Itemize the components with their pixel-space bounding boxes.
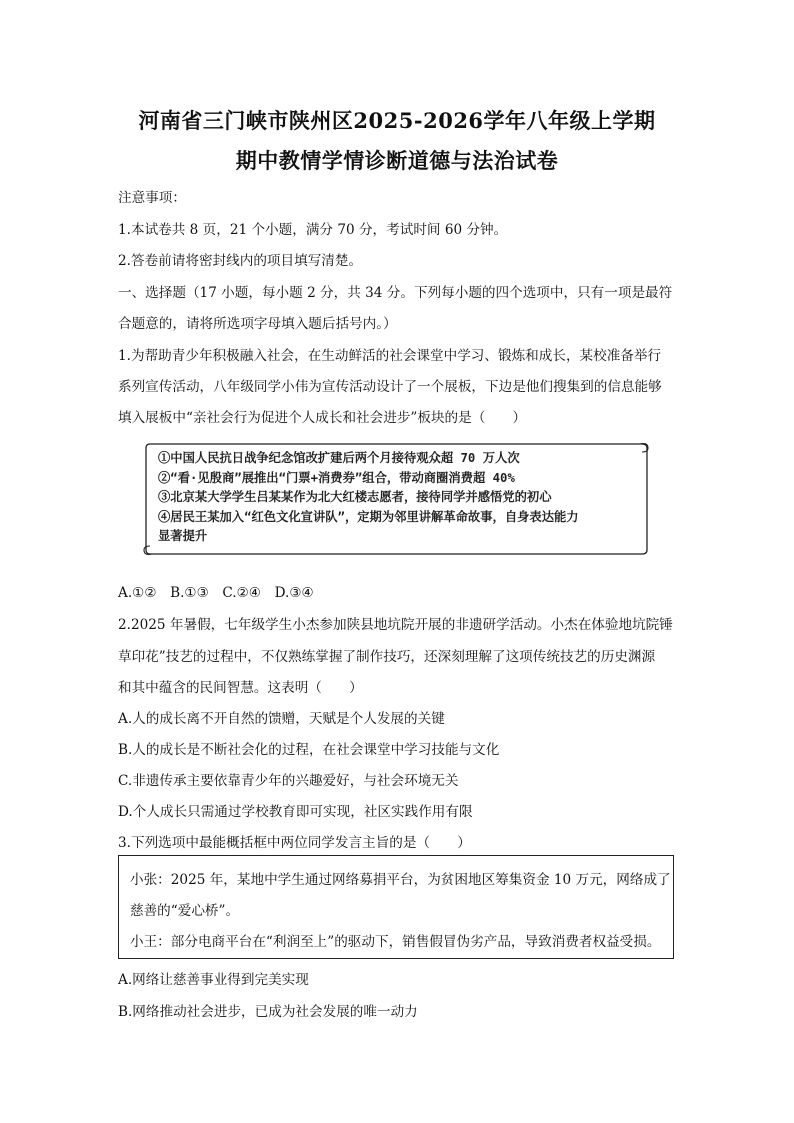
q1-stem-line-1: 1.为帮助青少年积极融入社会，在生动鲜活的社会课堂中学习、锻炼和成长，某校准备举行 [118, 348, 662, 364]
board-item-2: ②“看·见殷商”展推出“门票+消费券”组合，带动商圈消费超 40% [158, 470, 515, 485]
notice-item-1: 1.本试卷共 8 页，21 个小题，满分 70 分，考试时间 60 分钟。 [118, 222, 508, 238]
q3-stem: 3.下列选项中最能概括框中两位同学发言主旨的是（ ） [118, 835, 471, 851]
q2-stem-line-3: 和其中蕴含的民间智慧。这表明（ ） [118, 680, 363, 696]
board-item-3: ③北京某大学学生吕某某作为北大红楼志愿者，接待同学并感悟党的初心 [158, 490, 552, 504]
page-title-line-1: 河南省三门峡市陕州区2025-2026学年八年级上学期 [138, 108, 656, 133]
q2-option-d: D.个人成长只需通过学校教育即可实现，社区实践作用有限 [118, 804, 473, 820]
q3-option-a: A.网络让慈善事业得到完美实现 [118, 972, 309, 988]
quote-wang: 小王：部分电商平台在“利润至上”的驱动下，销售假冒伪劣产品，导致消费者权益受损。 [130, 934, 661, 950]
board-item-4: ④居民王某加入“红色文化宣讲队”，定期为邻里讲解革命故事，自身表达能力 [158, 509, 579, 524]
q3-option-b: B.网络推动社会进步，已成为社会发展的唯一动力 [118, 1004, 418, 1020]
page-title-line-2: 期中教情学情诊断道德与法治试卷 [235, 148, 559, 173]
q1-stem-line-2: 系列宣传活动，八年级同学小伟为宣传活动设计了一个展板，下边是他们搜集到的信息能够 [118, 379, 662, 395]
q2-option-b: B.人的成长是不断社会化的过程，在社会课堂中学习技能与文化 [118, 742, 500, 758]
q1-stem-line-3: 填入展板中“亲社会行为促进个人成长和社会进步”板块的是（ ） [118, 410, 527, 426]
q1-display-board [142, 442, 650, 556]
board-item-1: ①中国人民抗日战争纪念馆改扩建后两个月接待观众超 70 万人次 [158, 451, 520, 465]
notice-item-2: 2.答卷前请将密封线内的项目填写清楚。 [118, 253, 363, 269]
section-intro-line-2: 合题意的，请将所选项字母填入题后括号内。） [118, 316, 397, 332]
q2-stem-line-2: 草印花”技艺的过程中，不仅熟练掌握了制作技巧，还深刻理解了这项传统技艺的历史渊源 [118, 649, 656, 665]
board-item-4-continued: 显著提升 [158, 529, 208, 543]
notice-heading: 注意事项： [118, 190, 186, 206]
q1-options: A.①② B.①③ C.②④ D.③④ [118, 585, 314, 601]
q2-stem-line-1: 2.2025 年暑假，七年级学生小杰参加陕县地坑院开展的非遗研学活动。小杰在体验地坑院锤 [118, 617, 673, 633]
q2-option-c: C.非遗传承主要依靠青少年的兴趣爱好，与社会环境无关 [118, 773, 459, 789]
section-intro-line-1: 一、选择题（17 小题，每小题 2 分，共 34 分。下列每小题的四个选项中，只有一项是最符 [118, 285, 673, 301]
quote-zhang-line-1: 小张：2025 年，某地中学生通过网络募捐平台，为贫困地区筹集资金 10 万元，网络成了 [130, 872, 671, 888]
q3-quote-box [118, 855, 674, 959]
quote-zhang-line-2: 慈善的“爱心桥”。 [130, 903, 240, 919]
q2-option-a: A.人的成长离不开自然的馈赠，天赋是个人发展的关键 [118, 711, 445, 727]
